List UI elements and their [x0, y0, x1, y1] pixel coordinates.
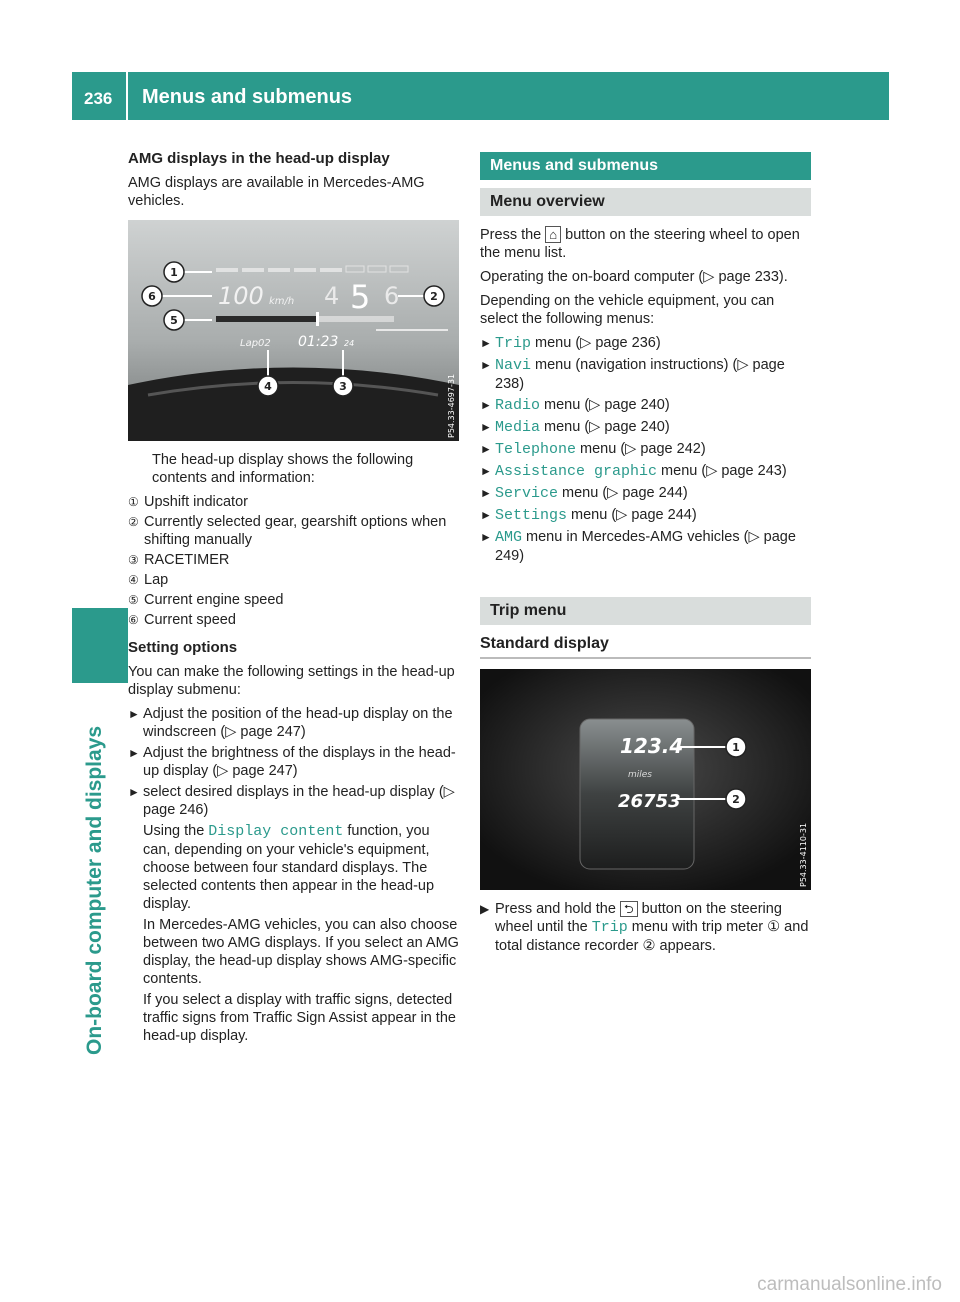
traffic-sign-para: If you select a display with traffic signs, detected traffic signs from Traffic Sign Assist appear in the head-up display. — [143, 992, 456, 1044]
legend-text: Upshift indicator — [144, 494, 248, 510]
list-item-text: Adjust the brightness of the displays in the head-up display (▷ page 247) — [143, 745, 456, 779]
list-item-text: select desired displays in the head-up display (▷ page 246) — [143, 784, 455, 818]
menu-item-navi — [480, 356, 811, 393]
total-distance-value: 26753 — [618, 791, 681, 812]
text: Using the — [143, 823, 209, 839]
home-icon: ⌂ — [545, 226, 561, 243]
step-marker: ▶ — [480, 902, 490, 916]
text: button on the steering wheel until the — [495, 901, 782, 935]
bullet-marker: ► — [480, 508, 492, 522]
hud-speed-unit: km/h — [269, 296, 295, 307]
standard-display-heading: Standard display — [480, 635, 811, 659]
press-home-para — [480, 226, 811, 262]
hud-gear-6: 6 — [384, 282, 400, 310]
list-item — [128, 705, 460, 741]
depending-para: Depending on the vehicle equipment, you can select the following menus: — [480, 293, 775, 327]
hud-lap-label: Lap02 — [240, 338, 271, 349]
menu-name: Assistance graphic — [495, 463, 658, 480]
trip-term: Trip — [591, 919, 628, 936]
legend-number: ③ — [128, 553, 139, 567]
hud-gear-5: 5 — [350, 278, 371, 316]
legend-text: Current engine speed — [144, 592, 284, 608]
legend-text: Lap — [144, 572, 169, 588]
hud-speed: 100 — [218, 282, 264, 310]
bullet-marker: ► — [480, 530, 492, 544]
menu-overview-heading: Menu overview — [480, 188, 811, 216]
legend-number: ⑥ — [128, 613, 139, 627]
left-column — [128, 150, 460, 1048]
callout-1: 1 — [170, 266, 178, 279]
amg-heading: AMG displays in the head-up display — [128, 150, 390, 167]
text: menu (▷ page 236) — [531, 335, 661, 351]
trip-menu-heading: Trip menu — [480, 597, 811, 625]
menu-item-media — [480, 418, 811, 437]
hud-gear-4: 4 — [324, 282, 340, 310]
header-separator — [126, 72, 128, 120]
figure-code: P54.33-4697-31 — [447, 373, 456, 438]
side-chapter-block — [72, 608, 128, 683]
text: menu (navigation instructions) (▷ page 238) — [495, 357, 785, 392]
text: Press the — [480, 227, 546, 243]
text: function, you can, depending on your vehicle's equipment, choose between four standard displays. The selected contents then appear in the head-up display. — [143, 823, 435, 912]
page-number: 236 — [84, 89, 113, 108]
callout-6: 6 — [148, 290, 156, 303]
text: Press and hold the — [495, 901, 620, 917]
bullet-marker: ► — [128, 707, 140, 721]
setting-bullets — [128, 705, 460, 1045]
text: menu in Mercedes-AMG vehicles (▷ page 249) — [495, 529, 796, 564]
callout-3: 3 — [339, 380, 347, 393]
menu-item-settings — [480, 506, 811, 525]
bullet-marker: ► — [128, 746, 140, 760]
text: menu (▷ page 242) — [576, 441, 706, 457]
trip-value: 123.4 — [620, 734, 684, 758]
legend-number: ④ — [128, 573, 139, 587]
section-heading-menus: Menus and submenus — [480, 152, 811, 180]
bullet-marker: ► — [480, 358, 492, 372]
callout-4: 4 — [264, 380, 272, 393]
page-title: Menus and submenus — [142, 86, 353, 108]
hud-illustration — [128, 220, 459, 441]
trip-callout-2: 2 — [732, 793, 740, 806]
menu-list — [480, 334, 811, 565]
legend-text: Currently selected gear, gearshift options when shifting manually — [144, 514, 447, 548]
legend-row — [128, 571, 460, 589]
trip-figure-code: P54.33-4110-31 — [799, 822, 808, 887]
legend-number: ① — [128, 495, 139, 509]
text: menu (▷ page 240) — [540, 419, 670, 435]
hud-lap-sub: 24 — [344, 339, 355, 348]
menu-name: Trip — [495, 335, 532, 352]
menu-name: AMG — [495, 529, 523, 546]
trip-illustration — [480, 669, 811, 890]
trip-callout-1: 1 — [732, 741, 740, 754]
trip-unit: miles — [628, 770, 652, 780]
legend-row — [128, 551, 460, 569]
setting-options-heading: Setting options — [128, 639, 238, 656]
menu-name: Service — [495, 485, 559, 502]
bullet-marker: ► — [480, 398, 492, 412]
text: menu (▷ page 244) — [558, 485, 688, 501]
legend-number: ② — [128, 515, 139, 529]
hud-figure — [128, 220, 459, 441]
menu-item-amg — [480, 528, 811, 565]
bullet-marker: ► — [480, 442, 492, 456]
watermark: carmanualsonline.info — [757, 1274, 942, 1295]
text: menu (▷ page 244) — [567, 507, 697, 523]
figure-caption: The head-up display shows the following contents and information: — [152, 452, 414, 486]
amg-intro: AMG displays are available in Mercedes-AMG vehicles. — [128, 175, 425, 209]
menu-item-trip — [480, 334, 811, 353]
side-chapter-text: On-board computer and displays — [83, 725, 106, 1055]
step-text — [495, 900, 811, 955]
setting-intro: You can make the following settings in the head-up display submenu: — [128, 664, 455, 698]
trip-figure — [480, 669, 811, 890]
text: button on the steering wheel to open the menu list. — [480, 227, 800, 261]
bullet-marker: ► — [480, 420, 492, 434]
legend-text: RACETIMER — [144, 552, 230, 568]
callout-2: 2 — [430, 290, 438, 303]
menu-item-assistance-graphic — [480, 462, 811, 481]
list-item — [128, 744, 460, 780]
bullet-marker: ► — [480, 464, 492, 478]
legend-row — [128, 611, 460, 629]
bullet-marker: ► — [128, 785, 140, 799]
hud-lap-time: 01:23 — [298, 334, 339, 350]
menu-name: Settings — [495, 507, 568, 524]
legend-number: ⑤ — [128, 593, 139, 607]
text: menu (▷ page 243) — [657, 463, 787, 479]
amg-display-para: In Mercedes-AMG vehicles, you can also choose between two AMG displays. If you select an AMG display, the head-up display shows AMG-specific contents. — [143, 917, 459, 987]
text: menu (▷ page 240) — [540, 397, 670, 413]
legend-text: Current speed — [144, 612, 236, 628]
menu-item-telephone — [480, 440, 811, 459]
legend-row — [128, 513, 460, 549]
operating-para: Operating the on-board computer (▷ page 233). — [480, 269, 788, 285]
menu-name: Media — [495, 419, 541, 436]
instruction-step — [480, 900, 811, 955]
figure-legend — [128, 493, 460, 629]
legend-row — [128, 493, 460, 511]
bullet-marker: ► — [480, 486, 492, 500]
callout-5: 5 — [170, 314, 178, 327]
legend-row — [128, 591, 460, 609]
back-icon: ⮌ — [620, 901, 638, 917]
menu-item-service — [480, 484, 811, 503]
menu-name: Telephone — [495, 441, 577, 458]
display-content-para — [143, 822, 460, 913]
menu-name: Navi — [495, 357, 532, 374]
menu-name: Radio — [495, 397, 541, 414]
list-item-text: Adjust the position of the head-up display on the windscreen (▷ page 247) — [143, 706, 453, 740]
right-column — [480, 152, 811, 955]
text: menu with trip meter ① and total distance recorder ② appears. — [495, 919, 809, 954]
menu-item-radio — [480, 396, 811, 415]
bullet-marker: ► — [480, 336, 492, 350]
display-content-term: Display content — [208, 823, 344, 840]
list-item — [128, 783, 460, 1045]
